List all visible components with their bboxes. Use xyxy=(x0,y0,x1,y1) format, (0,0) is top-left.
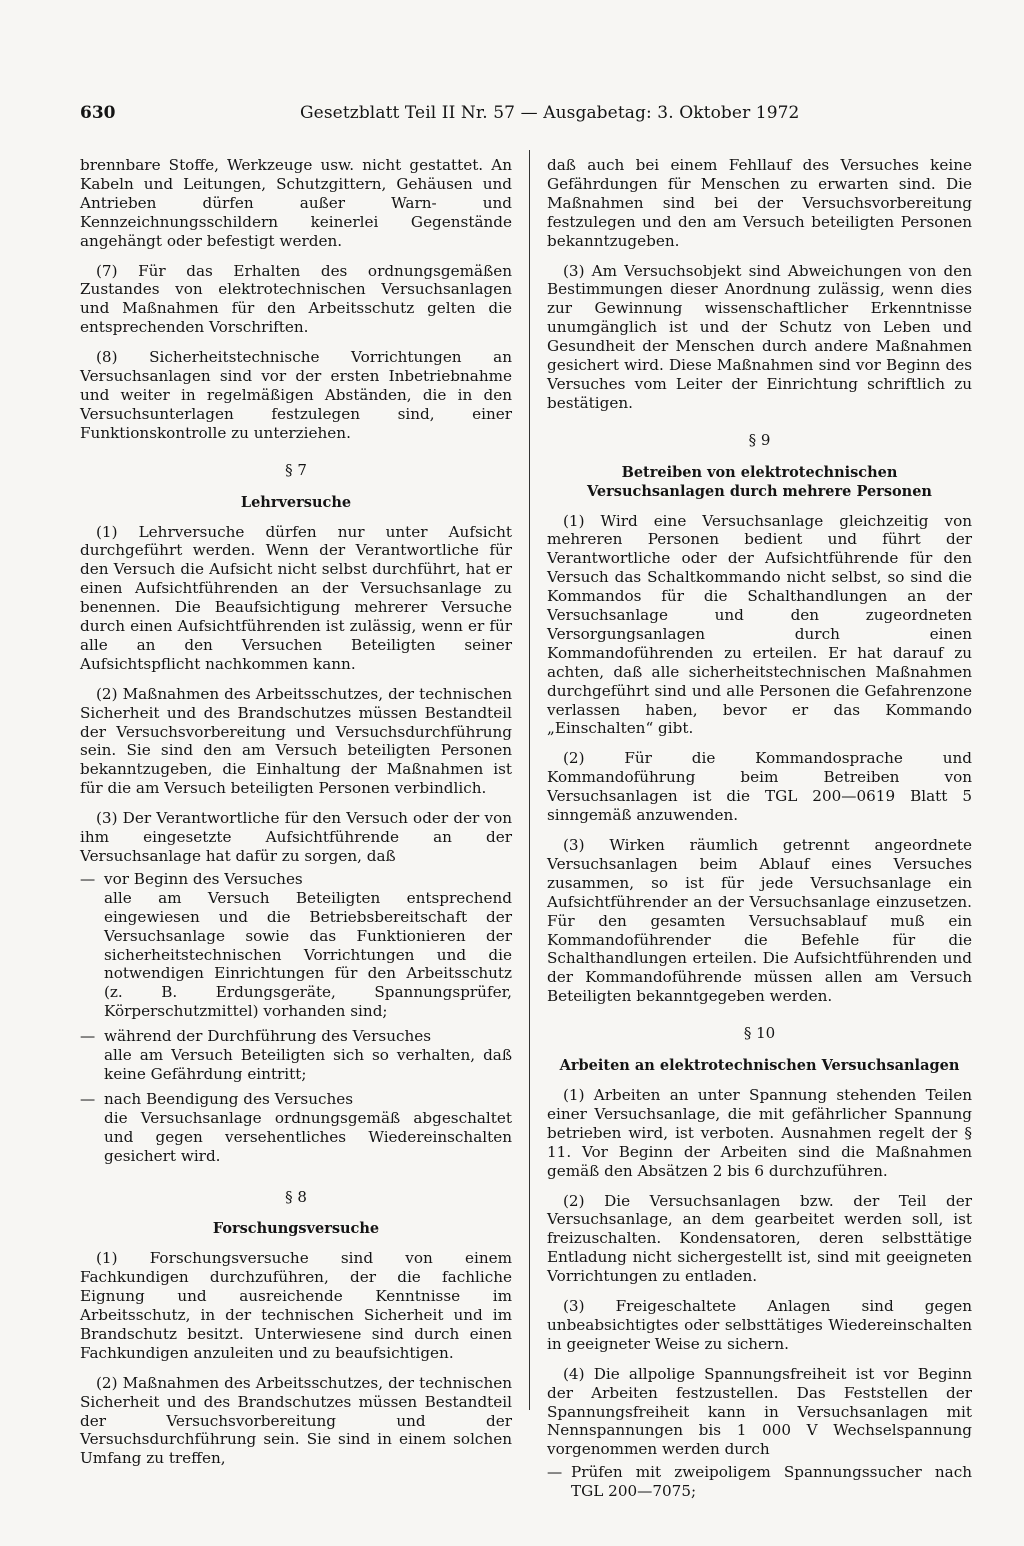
section-number: § 7 xyxy=(285,460,307,479)
section-title: Forschungsversuche xyxy=(212,1220,380,1238)
dash-item xyxy=(80,1027,512,1046)
dash-item-body: alle am Versuch Beteiligten entsprechend eingewiesen und die Betriebsbereitschaft der Versuchsanlage sowie das Funktionieren der sicherheitstechnischen Vorrichtungen und die notwendigen Einrichtungen für den Arbeitsschutz (z. B. Erdungsgeräte, Spannungsprüfer, Körperschutzmittel) vorhanden sind; xyxy=(104,888,512,1021)
dash-item-body: alle am Versuch Beteiligten sich so verhalten, daß keine Gefährdung eintritt; xyxy=(104,1046,512,1083)
paragraph: (7) Für das Erhalten des ordnungsgemäßen Zustandes von elektrotechnischen Versuchsanlagen und Maßnahmen für den Arbeitsschutz gelten die entsprechenden Vorschriften. xyxy=(80,261,512,337)
paragraph: (4) Die allpolige Spannungsfreiheit ist vor Beginn der Arbeiten festzustellen. Das Feststellen der Spannungsfreiheit kann in Versuchsanlagen mit Nennspannungen bis 1 000 V Wechselspannung vorgenommen werden durch xyxy=(547,1364,972,1459)
paragraph: (1) Wird eine Versuchsanlage gleichzeitig von mehreren Personen bedient und führt der Verantwortliche oder der Aufsichtführende für den Versuch das Schaltkommando nicht selbst, so sind die Kommandos für die Schalthandlungen an der Versuchsanlage und den zugeordneten Versorgungsanlagen durch einen Kommandoführenden zu erteilen. Er hat darauf zu achten, daß alle sicherheitstechnischen Maßnahmen durchgeführt sind und alle Personen die Gefahrenzone verlassen haben, bevor er das Kommando „Einschalten“ gibt. xyxy=(547,511,972,738)
dash-item xyxy=(547,1463,972,1501)
paragraph: daß auch bei einem Fehllauf des Versuches keine Gefährdungen für Menschen zu erwarten sind. Die Maßnahmen sind bei der Versuchsvorbereitung festzulegen und den am Versuch beteiligten Personen bekanntzugeben. xyxy=(547,156,972,250)
dash-item-head: vor Beginn des Versuches xyxy=(104,869,303,888)
paragraph: (2) Maßnahmen des Arbeitsschutzes, der technischen Sicherheit und des Brandschutzes müssen Bestandteil der Versuchsvorbereitung und der Versuchsdurchführung sein. Sie sind in einem solchen Umfang zu treffen, xyxy=(80,1373,512,1468)
dash-mark: — xyxy=(80,1027,96,1046)
column-divider xyxy=(529,150,530,1410)
paragraph: brennbare Stoffe, Werkzeuge usw. nicht gestattet. An Kabeln und Leitungen, Schutzgittern, Gehäusen und Antrieben dürfen außer Warn- und Kennzeichnungsschildern keinerlei Gegenstände angehängt oder befestigt werden. xyxy=(80,156,512,250)
dash-item-text: Prüfen mit zweipoligem Spannungssucher nach TGL 200—7075; xyxy=(571,1463,972,1501)
section-title: Lehrversuche xyxy=(240,493,352,511)
paragraph: (2) Maßnahmen des Arbeitsschutzes, der technischen Sicherheit und des Brandschutzes müssen Bestandteil der Versuchsvorbereitung und Versuchsdurchführung sein. Sie sind den am Versuch beteiligten Personen bekanntzugeben, die Einhaltung der Maßnahmen ist für die am Versuch beteiligten Personen verbindlich. xyxy=(80,684,512,798)
left-column xyxy=(80,156,512,1479)
dash-item xyxy=(80,1090,512,1109)
paragraph: (3) Freigeschaltete Anlagen sind gegen unbeabsichtigtes oder selbsttätiges Wiedereinschalten in geeigneter Weise zu sichern. xyxy=(547,1297,972,1353)
paragraph: (1) Lehrversuche dürfen nur unter Aufsicht durchgeführt werden. Wenn der Verantwortliche für den Versuch die Aufsicht nicht selbst durchführt, hat er einen Aufsichtführenden an der Versuchsanlage zu benennen. Die Beaufsichtigung mehrerer Versuche durch einen Aufsichtführenden ist zulässig, wenn er für alle an den Versuchen Beteiligten seiner Aufsichtspflicht nachkommen kann. xyxy=(80,522,512,673)
dash-mark: — xyxy=(80,869,96,888)
page-header xyxy=(80,103,950,133)
paragraph: (3) Am Versuchsobjekt sind Abweichungen von den Bestimmungen dieser Anordnung zulässig, wenn dies zur Gewinnung wissenschaftlicher Erkenntnisse unumgänglich ist und der Schutz von Leben und Gesundheit der Menschen durch andere Maßnahmen gesichert wird. Diese Maßnahmen sind vor Beginn des Versuches vom Leiter der Einrichtung schriftlich zu bestätigen. xyxy=(547,261,972,412)
dash-mark: — xyxy=(80,1089,96,1108)
paragraph: (1) Arbeiten an unter Spannung stehenden Teilen einer Versuchsanlage, die mit gefährlicher Spannung betrieben wird, ist verboten. Ausnahmen regelt der § 11. Vor Beginn der Arbeiten sind die Maßnahmen gemäß den Absätzen 2 bis 6 durchzuführen. xyxy=(547,1085,972,1180)
section-title: Betreiben von elektrotechnischen Versuchsanlagen durch mehrere Personen xyxy=(587,463,932,500)
paragraph: (2) Für die Kommandosprache und Kommandoführung beim Betreiben von Versuchsanlagen ist die TGL 200—0619 Blatt 5 sinngemäß anzuwenden. xyxy=(547,749,972,825)
section-number: § 9 xyxy=(748,430,771,449)
paragraph: (2) Die Versuchsanlagen bzw. der Teil der Versuchsanlage, an dem gearbeitet werden soll, ist freizuschalten. Kondensatoren, deren selbsttätige Entladung nicht sichergestellt ist, sind mit geeigneten Vorrichtungen zu entladen. xyxy=(547,1191,972,1286)
dash-item-body: die Versuchsanlage ordnungsgemäß abgeschaltet und gegen versehentliches Wiedereinschalten gesichert wird. xyxy=(104,1108,512,1165)
running-head: Gesetzblatt Teil II Nr. 57 — Ausgabetag: 3. Oktober 1972 xyxy=(300,103,800,123)
page-number: 630 xyxy=(80,103,116,123)
paragraph: (3) Der Verantwortliche für den Versuch oder der von ihm eingesetzte Aufsichtführende an der Versuchsanlage hat dafür zu sorgen, daß xyxy=(80,809,512,865)
dash-item-head: während der Durchführung des Versuches xyxy=(104,1027,432,1046)
section-number: § 10 xyxy=(743,1024,776,1043)
paragraph: (8) Sicherheitstechnische Vorrichtungen an Versuchsanlagen sind vor der ersten Inbetriebnahme und weiter in regelmäßigen Abständen, die in den Versuchsunterlagen festzulegen sind, einer Funktionskontrolle zu unterziehen. xyxy=(80,348,512,442)
paragraph: (1) Forschungsversuche sind von einem Fachkundigen durchzuführen, der die fachliche Eignung und ausreichende Kenntnisse im Arbeitsschutz, in der technischen Sicherheit und im Brandschutz besitzt. Unterwiesene sind durch einen Fachkundigen anzuleiten und zu beaufsichtigen. xyxy=(80,1249,512,1362)
paragraph: (3) Wirken räumlich getrennt angeordnete Versuchsanlagen beim Ablauf eines Versuches zusammen, so ist für jede Versuchsanlage ein Aufsichtführender an der Versuchsanlage einzusetzen. Für den gesamten Versuchsablauf muß ein Kommandoführender die Befehle für die Schalthandlungen erteilen. Die Aufsichtführenden und der Kommandoführende müssen allen am Versuch Beteiligten bekanntgegeben werden. xyxy=(547,836,972,1006)
right-column xyxy=(547,156,972,1501)
dash-mark: — xyxy=(547,1463,563,1482)
dash-item xyxy=(80,870,512,889)
section-number: § 8 xyxy=(285,1187,307,1206)
dash-item-head: nach Beendigung des Versuches xyxy=(104,1089,354,1108)
section-title: Arbeiten an elektrotechnischen Versuchsanlagen xyxy=(559,1057,960,1075)
